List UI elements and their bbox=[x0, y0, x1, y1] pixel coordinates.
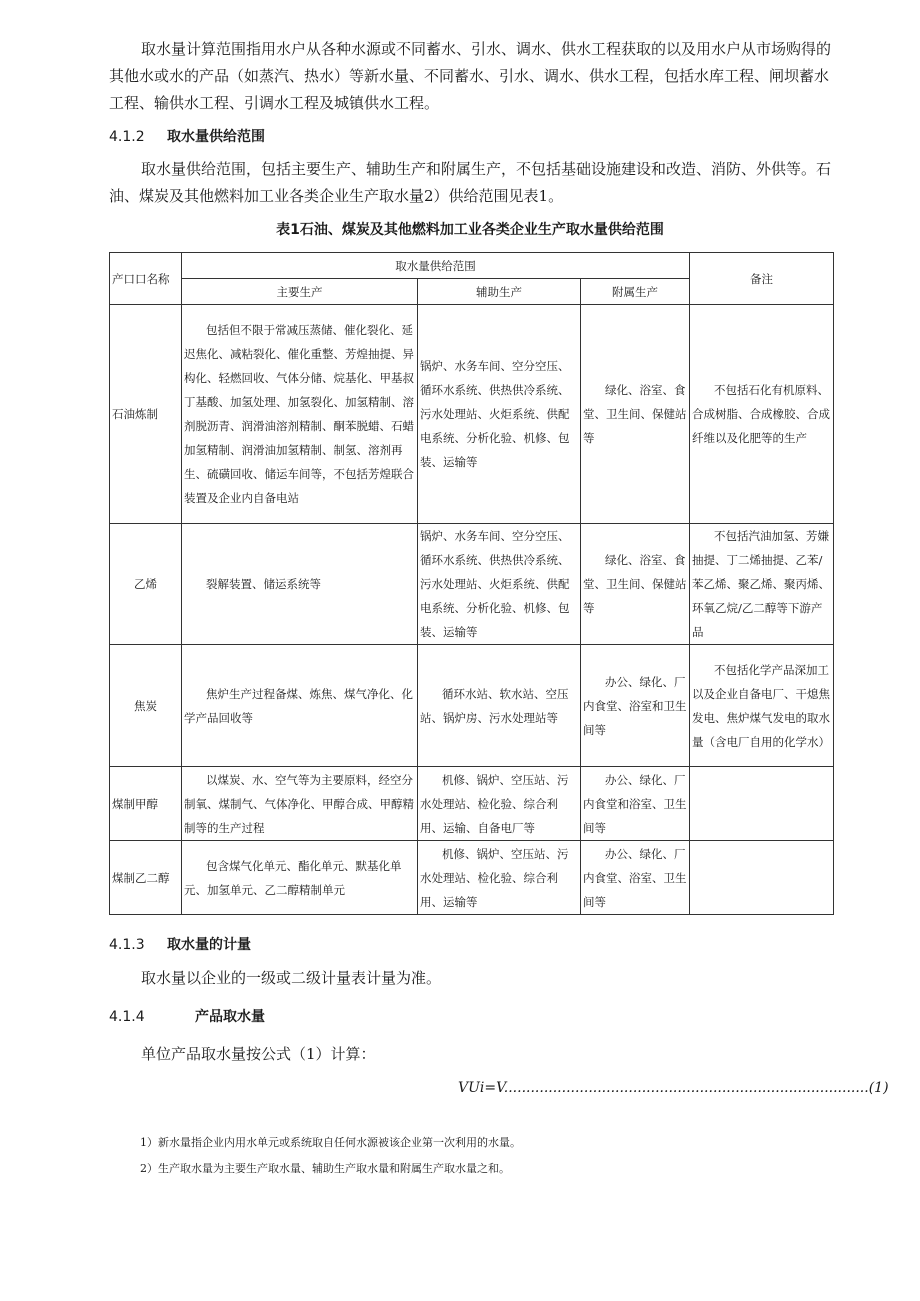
table-row bbox=[110, 645, 834, 767]
section-heading-4-1-2 bbox=[109, 126, 265, 146]
header-attached-production: 附属生产 bbox=[581, 279, 690, 305]
row-attached-production: 办公、绿化、厂内食堂、浴室和卫生间等 bbox=[581, 645, 690, 767]
row-main-production: 焦炉生产过程备煤、炼焦、煤气净化、化学产品回收等 bbox=[182, 645, 418, 767]
row-aux-production: 锅炉、水务车间、空分空压、循环水系统、供热供冷系统、污水处理站、火炬系统、供配电系统、分析化验、机修、包装、运输等 bbox=[418, 524, 581, 645]
header-remark: 备注 bbox=[690, 253, 834, 305]
row-remark: 不包括汽油加氢、芳嫌抽提、丁二烯抽提、乙苯/苯乙烯、聚乙烯、聚丙烯、环氧乙烷/乙二醇等下游产品 bbox=[690, 524, 834, 645]
supply-scope-table bbox=[109, 252, 834, 915]
section-number: 4.1.4 bbox=[109, 1009, 145, 1025]
section-heading-4-1-3 bbox=[109, 934, 251, 954]
intro-paragraph: 取水量计算范围指用水户从各种水源或不同蓄水、引水、调水、供水工程获取的以及用水户从市场购得的其他水或水的产品（如蒸汽、热水）等新水量、不同蓄水、引水、调水、供水工程，包括水库工程、闸坝蓄水工程、输供水工程、引调水工程及城镇供水工程。 bbox=[109, 40, 832, 112]
row-product-name: 煤制乙二醇 bbox=[110, 841, 182, 915]
row-remark bbox=[690, 767, 834, 841]
header-supply-scope: 取水量供给范围 bbox=[182, 253, 690, 279]
table-row bbox=[110, 767, 834, 841]
row-product-name: 煤制甲醇 bbox=[110, 767, 182, 841]
row-main-production: 以煤炭、水、空气等为主要原料，经空分制氧、煤制气、气体净化、甲醇合成、甲醇精制等的生产过程 bbox=[182, 767, 418, 841]
row-remark: 不包括化学产品深加工以及企业自备电厂、干熄焦发电、焦炉煤气发电的取水量（含电厂自用的化学水） bbox=[690, 645, 834, 767]
row-remark bbox=[690, 841, 834, 915]
table-caption: 表1石油、煤炭及其他燃料加工业各类企业生产取水量供给范围 bbox=[276, 222, 664, 238]
header-product-name: 产口口名称 bbox=[110, 253, 182, 305]
section-heading-4-1-4 bbox=[109, 1006, 265, 1026]
section-number: 4.1.3 bbox=[109, 937, 145, 953]
row-aux-production: 机修、锅炉、空压站、污水处理站、检化验、综合利用、运输、自备电厂等 bbox=[418, 767, 581, 841]
footnote-1: 1）新水量指企业内用水单元或系统取自任何水源被该企业第一次利用的水量。 bbox=[140, 1136, 521, 1149]
table-row bbox=[110, 841, 834, 915]
section-number: 4.1.2 bbox=[109, 129, 145, 145]
supply-paragraph: 取水量供给范围，包括主要生产、辅助生产和附属生产，不包括基础设施建设和改造、消防、外供等。石油、煤炭及其他燃料加工业各类企业生产取水量2）供给范围见表1。 bbox=[109, 160, 832, 205]
row-aux-production: 锅炉、水务车间、空分空压、循环水系统、供热供冷系统、污水处理站、火炬系统、供配电系统、分析化验、机修、包装、运输等 bbox=[418, 305, 581, 524]
row-product-name: 石油炼制 bbox=[110, 305, 182, 524]
footnote-2: 2）生产取水量为主要生产取水量、辅助生产取水量和附属生产取水量之和。 bbox=[140, 1162, 510, 1175]
row-aux-production: 机修、锅炉、空压站、污水处理站、检化验、综合利用、运输等 bbox=[418, 841, 581, 915]
row-attached-production: 办公、绿化、厂内食堂和浴室、卫生间等 bbox=[581, 767, 690, 841]
row-aux-production: 循环水站、软水站、空压站、锅炉房、污水处理站等 bbox=[418, 645, 581, 767]
formula-1: VUi=V..................................................................................(1) bbox=[458, 1080, 889, 1096]
row-attached-production: 绿化、浴室、食堂、卫生间、保健站等 bbox=[581, 524, 690, 645]
row-product-name: 焦炭 bbox=[110, 645, 182, 767]
section-title: 产品取水量 bbox=[195, 1009, 265, 1025]
row-product-name: 乙烯 bbox=[110, 524, 182, 645]
section-title: 取水量的计量 bbox=[167, 937, 251, 953]
row-main-production: 裂解装置、储运系统等 bbox=[182, 524, 418, 645]
row-attached-production: 绿化、浴室、食堂、卫生间、保健站等 bbox=[581, 305, 690, 524]
header-aux-production: 辅助生产 bbox=[418, 279, 581, 305]
row-main-production: 包含煤气化单元、酯化单元、默基化单元、加氢单元、乙二醇精制单元 bbox=[182, 841, 418, 915]
row-attached-production: 办公、绿化、厂内食堂、浴室、卫生间等 bbox=[581, 841, 690, 915]
table-row bbox=[110, 305, 834, 524]
row-main-production: 包括但不限于常减压蒸储、催化裂化、延迟焦化、减粘裂化、催化重整、芳煌抽提、异构化、轻燃回收、气体分储、烷基化、甲基叔丁基酸、加氢处理、加氢裂化、加氢精制、溶剂脱沥青、润滑油溶剂精制、酮苯脱蜡、石蜡加氢精制、润滑油加氢精制、制氢、溶剂再生、硫磺回收、储运车间等，不包括芳煌联合装置及企业内自备电站 bbox=[182, 305, 418, 524]
unit-paragraph: 单位产品取水量按公式（1）计算： bbox=[141, 1045, 376, 1063]
header-main-production: 主要生产 bbox=[182, 279, 418, 305]
metering-paragraph: 取水量以企业的一级或二级计量表计量为准。 bbox=[141, 969, 442, 987]
table-row bbox=[110, 524, 834, 645]
section-title: 取水量供给范围 bbox=[167, 129, 265, 145]
row-remark: 不包括石化有机原料、合成树脂、合成橡胶、合成纤维以及化肥等的生产 bbox=[690, 305, 834, 524]
